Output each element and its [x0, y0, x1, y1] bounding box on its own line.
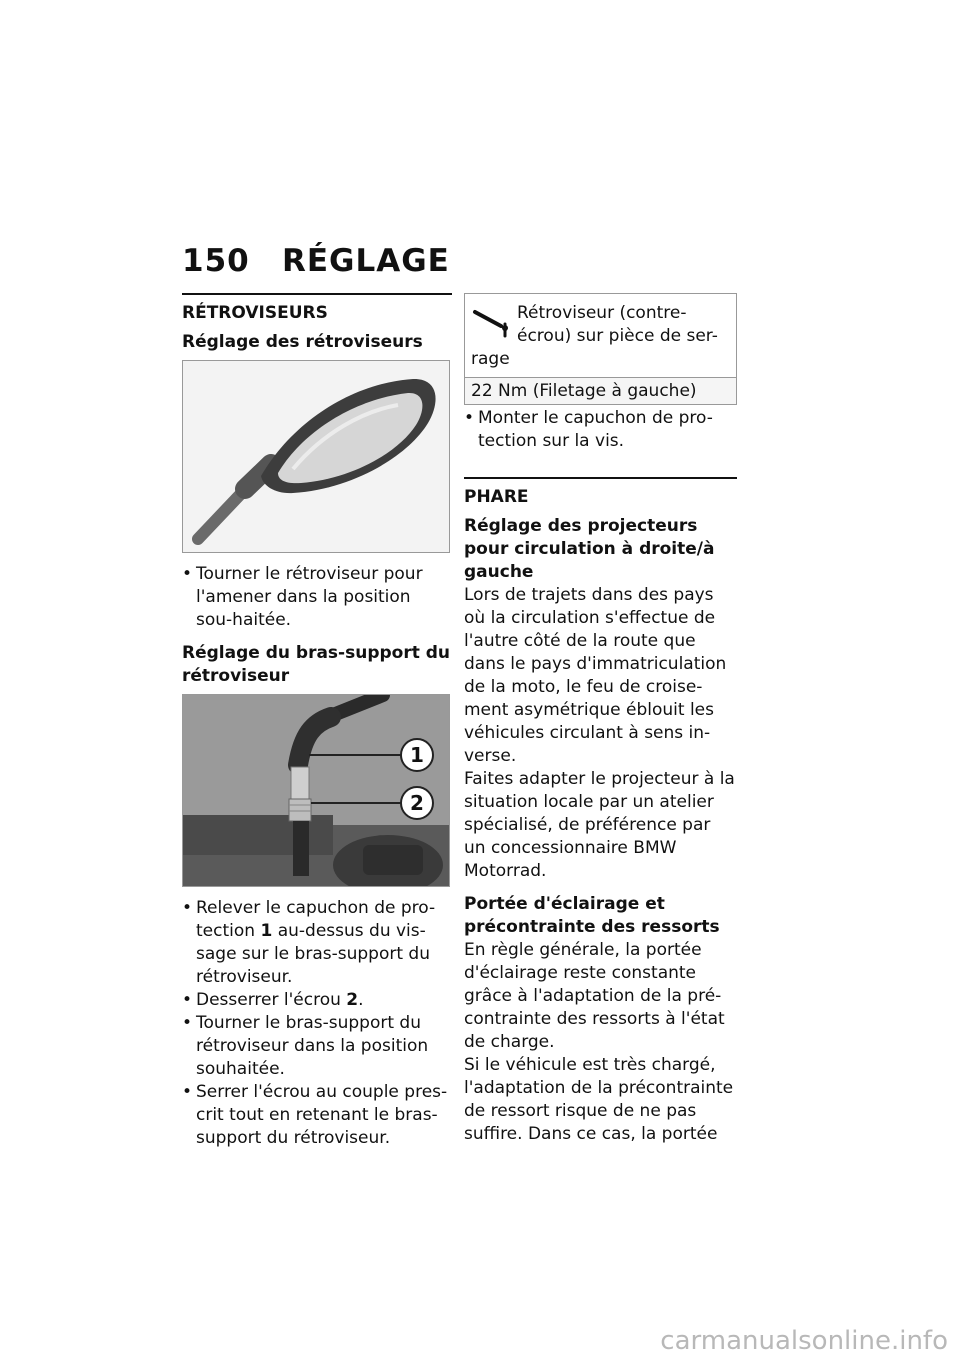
torque-spec-box [464, 293, 737, 405]
section-rule [182, 293, 452, 295]
list-item: • Tourner le rétroviseur pour l'amener dans la position sou-haitée. [182, 563, 452, 632]
watermark: carmanualsonline.info [660, 1326, 948, 1356]
callout-label-2: 2 [410, 791, 424, 815]
subsection-title-mirror-adjust: Réglage des rétroviseurs [182, 332, 423, 352]
section-title-headlight: PHARE [464, 487, 529, 507]
torque-wrench-icon [471, 302, 513, 342]
paragraph: Si le véhicule est très chargé, l'adaptation de la précontrainte de ressort risque de ne pas suffire. Dans ce cas, la portée [464, 1055, 734, 1144]
mirror-figure [182, 360, 450, 553]
page-number: 150 [182, 243, 250, 279]
right-column [464, 293, 737, 1146]
paragraph: Faites adapter le projecteur à la situation locale par un atelier spécialisé, de préférence par un concessionnaire BMW Motorrad. [464, 769, 735, 881]
page-header [182, 243, 450, 279]
paragraph: Lors de trajets dans des pays où la circulation s'effectue de l'autre côté de la route que dans le pays d'immatriculation de la moto, le feu de croise-ment asymétrique éblouit les véhicules circulant à sens in-verse. [464, 585, 727, 766]
mirror-illustration [183, 361, 449, 552]
post-torque-steps [464, 407, 737, 453]
list-item: • Tourner le bras-support du rétroviseur dans la position souhaitée. [182, 1012, 452, 1081]
mirror-arm-illustration [183, 695, 449, 886]
subsection-title-headlight-traffic: Réglage des projecteurs pour circulation à droite/à gauche [464, 516, 715, 582]
list-item: • Relever le capuchon de pro-tection 1 au-dessus du vis-sage sur le bras-support du rétroviseur. [182, 897, 452, 989]
callout-label-1: 1 [410, 743, 424, 767]
subsection-title-arm-adjust: Réglage du bras-support du rétroviseur [182, 643, 451, 686]
mirror-adjust-steps [182, 563, 452, 632]
subsection-title-beam-range: Portée d'éclairage et précontrainte des ressorts [464, 894, 720, 937]
section-rule [464, 477, 737, 479]
arm-adjust-steps [182, 897, 452, 1150]
torque-spec-value: 22 Nm (Filetage à gauche) [465, 377, 736, 404]
list-item: • Serrer l'écrou au couple pres-crit tout en retenant le bras-support du rétroviseur. [182, 1081, 452, 1150]
torque-spec-label: Rétroviseur (contre-écrou) sur pièce de ser-rage [471, 303, 718, 369]
mirror-arm-figure [182, 694, 450, 887]
torque-spec-label-row [465, 294, 736, 377]
chapter-title: RÉGLAGE [282, 243, 450, 279]
list-item: • Monter le capuchon de pro-tection sur la vis. [464, 407, 737, 453]
section-title-mirrors: RÉTROVISEURS [182, 303, 328, 323]
paragraph: En règle générale, la portée d'éclairage reste constante grâce à l'adaptation de la pré-contrainte des ressorts à l'état de charge. [464, 940, 725, 1052]
list-item: • Desserrer l'écrou 2. [182, 989, 452, 1012]
left-column [182, 293, 452, 1160]
